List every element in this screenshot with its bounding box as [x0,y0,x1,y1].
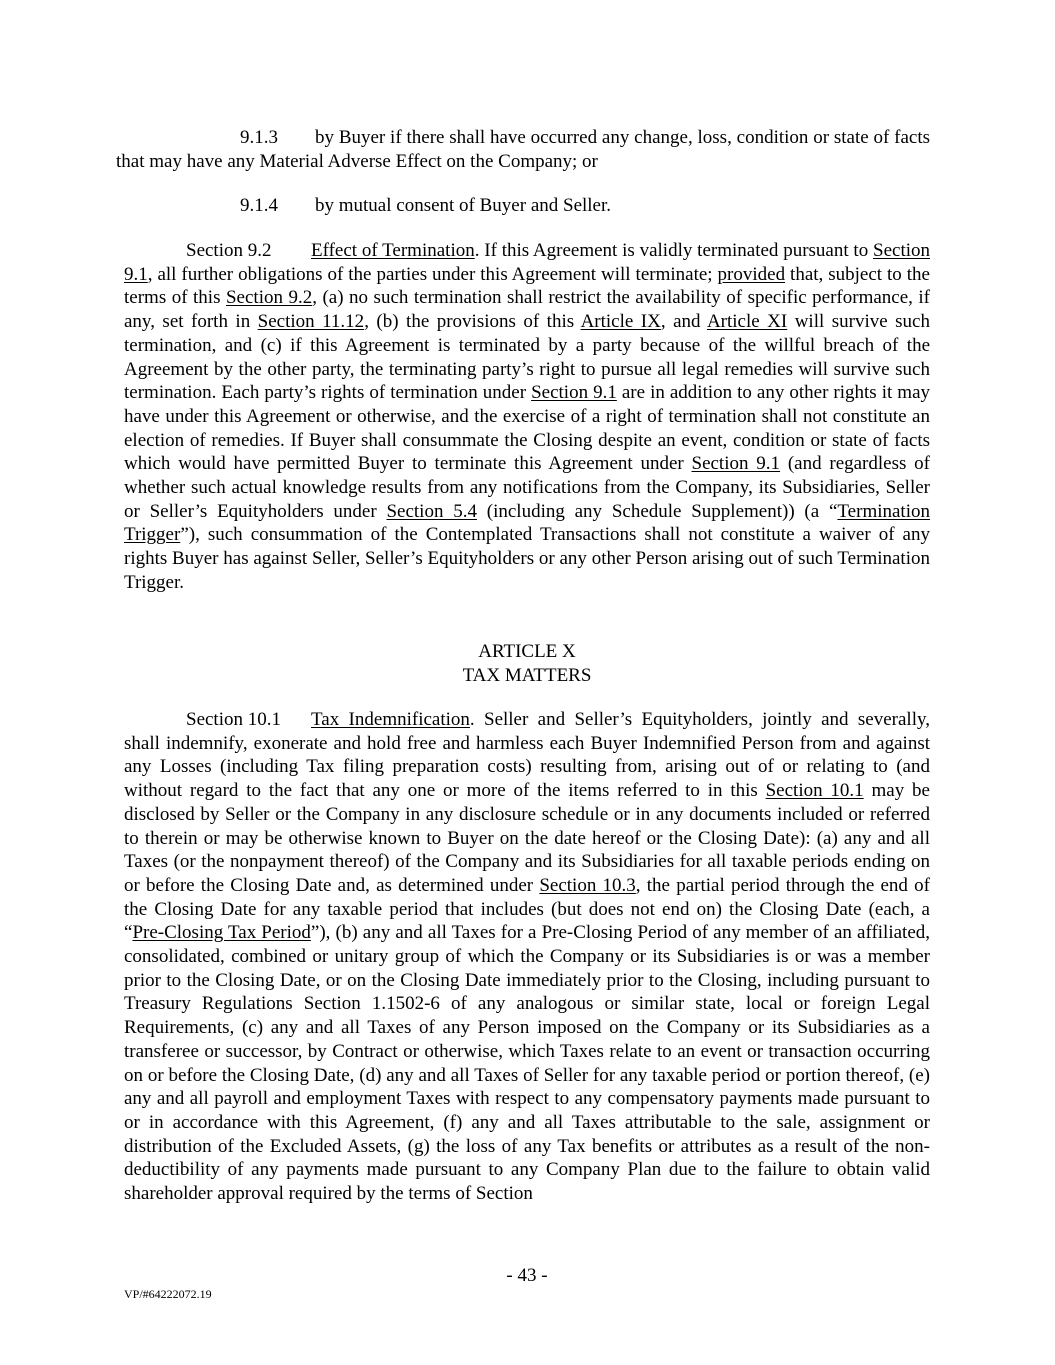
cross-reference: Section 9.1 [124,240,931,285]
cross-reference: Section 10.1 [765,780,864,802]
body-text: . If this Agreement is validly terminated pursuant to [474,240,874,261]
body-text: are in addition to any other rights it may have under this Agreement or otherwise, and the exercise of a right of termination shall not constitute an election of remedies. If Buyer shall consummate the Closing despite an event, condition or state of facts which would have permitted Buyer to terminate this Agreement under [124,382,931,475]
section-heading: Tax Indemnification [311,709,470,730]
body-text: ”), such consummation of the Contemplated Transactions shall not constitute a waiver of any rights Buyer has against Seller, Seller’s Equityholders or any other Person arising out of such Termination Trigger. [124,524,930,593]
section-10-1 [124,708,930,1206]
body-text: that, subject to the terms of this [124,263,930,309]
cross-reference: Section 11.12 [257,311,365,333]
clause-9-1-4 [240,194,930,218]
defined-term: Pre-Closing Tax Period [132,922,311,944]
page-number: - 43 - [506,1265,548,1286]
article-number: ARTICLE X [478,641,576,662]
body-text: , and [660,311,707,333]
clause-9-1-3 [116,126,930,173]
body-text: , the partial period through the end of the Closing Date for any taxable period that includes (but does not end on) the Closing Date (each, a “ [124,874,930,944]
defined-term: Termination Trigger [124,500,930,546]
clause-text: by Buyer if there shall have occurred any change, loss, condition or state of facts that may have any Material Adverse Effect on the Company; or [116,127,930,172]
clause-text: by mutual consent of Buyer and Seller. [315,195,612,216]
article-title: TAX MATTERS [462,664,592,686]
cross-reference: Section 9.1 [691,453,781,475]
defined-term: provided [717,263,786,285]
cross-reference: Article IX [580,311,661,333]
cross-reference: Section 10.3 [539,874,636,896]
section-9-2 [124,239,930,595]
clause-number: 9.1.4 [240,195,278,216]
document-id: VP/#64222072.19 [124,1287,212,1301]
body-text: ”), (b) any and all Taxes for a Pre-Closing Period of any member of an affiliated, consolidated, combined or unitary group of which the Company or its Subsidiaries is or was a member prior to the Closing Date, or on the Closing Date immediately prior to the Closing, including pursuant to Treasury Regulations Section 1.1502-6 of any analogous or similar state, local or foreign Legal Requirements, (c) any and all Taxes of any Person imposed on the Company or its Subsidiaries as a transferee or successor, by Contract or otherwise, which Taxes relate to an event or transaction occurring on or before the Closing Date, (d) any and all Taxes of Seller for any taxable period or portion thereof, (e) any and all payroll and employment Taxes with respect to any compensatory payments made pursuant to or in accordance with this Agreement, (f) any and all Taxes attributable to the sale, assignment or distribution of the Excluded Assets, (g) the loss of any Tax benefits or attributes as a result of the non-deductibility of any payments made pursuant to any Company Plan due to the failure to obtain valid shareholder approval required by the terms of Section [124,922,930,1205]
cross-reference: Section 9.2 [225,287,313,309]
cross-reference: Article XI [706,311,788,333]
body-text: , (a) no such termination shall restrict the availability of specific performance, if any, set forth in [124,287,931,333]
cross-reference: Section 5.4 [386,500,477,522]
section-label: Section 10.1 [186,709,281,730]
body-text: (including any Schedule Supplement)) (a “ [476,500,838,522]
body-text: (and regardless of whether such actual knowledge results from any notifications from the Company, its Subsidiaries, Seller or Seller’s Equityholders under [124,453,930,522]
cross-reference: Section 9.1 [531,382,617,404]
body-text: may be disclosed by Seller or the Company in any disclosure schedule or in any documents included or referred to therein or may be otherwise known to Buyer on the date hereof or the Closing Date): (a) any and all Taxes (or the nonpayment thereof) of the Company and its Subsidiaries for all taxable periods ending on or before the Closing Date and, as determined under [124,780,930,896]
body-text: , all further obligations of the parties under this Agreement will terminate; [147,263,718,285]
article-heading [124,640,930,687]
clause-number: 9.1.3 [240,127,278,148]
body-text: , (b) the provisions of this [364,311,581,333]
body-text: . Seller and Seller’s Equityholders, jointly and severally, shall indemnify, exonerate and hold free and harmless each Buyer Indemnified Person from and against any Losses (including Tax filing preparation costs) resulting from, arising out of or relating to (and without regard to the fact that any one or more of the items referred to in this [124,709,930,802]
section-heading: Effect of Termination [311,240,475,261]
body-text: will survive such termination, and (c) if this Agreement is terminated by a party because of the willful breach of the Agreement by the other party, the terminating party’s right to pursue all legal remedies will survive such termination. Each party’s rights of termination under [124,311,930,404]
section-label: Section 9.2 [186,240,272,261]
